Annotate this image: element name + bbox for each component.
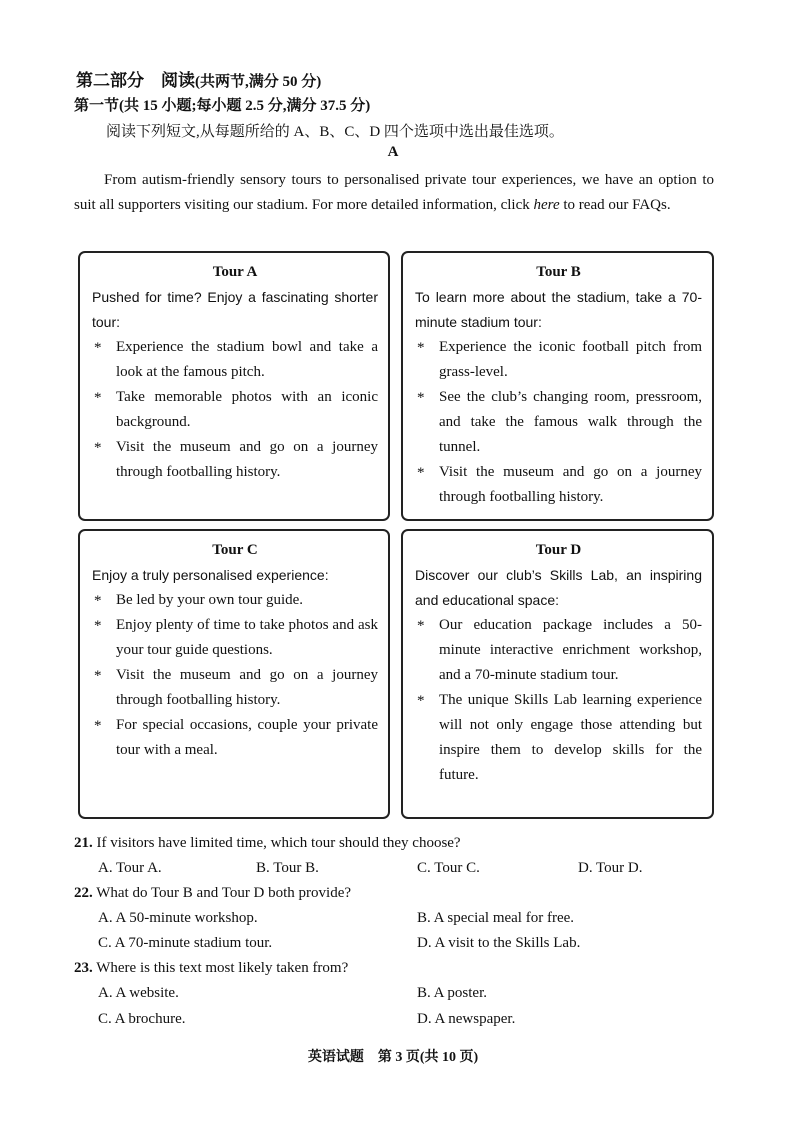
tour-feature: * Visit the museum and go on a journey through footballing history.	[92, 435, 378, 485]
option-23-c[interactable]: C. A brochure.	[98, 1011, 186, 1027]
tour-name: Tour D	[535, 542, 582, 558]
option-23-b[interactable]: B. A poster.	[417, 985, 488, 1001]
tour-feature: * For special occasions, couple your private tour with a meal.	[92, 713, 378, 763]
tour-feature: * Our education package includes a 50-minute interactive enrichment workshop, and a 70-minute stadium tour.	[415, 613, 702, 688]
faq-link[interactable]: here	[533, 196, 560, 213]
tour-feature: * Enjoy plenty of time to take photos and ask your tour guide questions.	[92, 613, 378, 663]
tour-lead: Discover our club’s Skills Lab, an inspiring and educational space:	[415, 567, 702, 608]
page-footer: 英语试题 第 3 页(共 10 页)	[307, 1050, 479, 1065]
option-22-b[interactable]: B. A special meal for free.	[417, 910, 575, 926]
tour-a-box	[78, 251, 390, 521]
part-title: 第一节(共 15 小题;每小题 2.5 分,满分 37.5 分)	[74, 98, 371, 114]
tour-feature: * The unique Skills Lab learning experience will not only engage those attending but inspire them to develop skills for the future.	[415, 688, 702, 788]
tour-feature: * Experience the stadium bowl and take a look at the famous pitch.	[92, 335, 378, 385]
question-number: 23.	[74, 960, 93, 976]
section-title	[76, 66, 321, 91]
option-22-d[interactable]: D. A visit to the Skills Lab.	[417, 935, 581, 951]
tour-feature-list	[92, 588, 378, 763]
section-title-main: 第二部分 阅读	[76, 71, 195, 90]
tour-lead: Enjoy a truly personalised experience:	[92, 567, 329, 583]
tour-name: Tour C	[212, 542, 258, 558]
tour-feature: * Take memorable photos with an iconic background.	[92, 385, 378, 435]
tour-feature-list	[415, 335, 702, 510]
option-21-d[interactable]: D. Tour D.	[578, 860, 643, 876]
option-23-a[interactable]: A. A website.	[98, 985, 179, 1001]
tour-feature: * Visit the museum and go on a journey through footballing history.	[415, 460, 702, 510]
question-number: 22.	[74, 885, 93, 901]
question-23	[74, 960, 348, 977]
tour-feature-list	[92, 335, 378, 485]
instruction: 阅读下列短文,从每题所给的 A、B、C、D 四个选项中选出最佳选项。	[106, 124, 564, 140]
option-21-c[interactable]: C. Tour C.	[417, 860, 480, 876]
passage-letter: A	[387, 144, 399, 160]
tour-d-box	[401, 529, 714, 819]
tour-name: Tour A	[212, 264, 258, 280]
tour-name: Tour B	[536, 264, 581, 280]
question-text: If visitors have limited time, which tour should they choose?	[96, 835, 461, 851]
question-21	[74, 835, 461, 852]
tour-lead: Pushed for time? Enjoy a fascinating shorter tour:	[92, 289, 378, 330]
tour-feature: * Be led by your own tour guide.	[92, 588, 378, 613]
tour-feature-list	[415, 613, 702, 788]
option-21-b[interactable]: B. Tour B.	[256, 860, 319, 876]
option-22-a[interactable]: A. A 50-minute workshop.	[98, 910, 258, 926]
tour-lead: To learn more about the stadium, take a 70-minute stadium tour:	[415, 289, 702, 330]
tour-feature: * See the club’s changing room, pressroom, and take the famous walk through the tunnel.	[415, 385, 702, 460]
question-number: 21.	[74, 835, 93, 851]
tour-c-box	[78, 529, 390, 819]
option-22-c[interactable]: C. A 70-minute stadium tour.	[98, 935, 273, 951]
option-21-a[interactable]: A. Tour A.	[98, 860, 162, 876]
question-22	[74, 885, 351, 902]
question-text: What do Tour B and Tour D both provide?	[96, 885, 352, 901]
question-text: Where is this text most likely taken from?	[96, 960, 349, 976]
option-23-d[interactable]: D. A newspaper.	[417, 1011, 516, 1027]
tour-b-box	[401, 251, 714, 521]
tour-feature: * Experience the iconic football pitch from grass-level.	[415, 335, 702, 385]
section-title-sub: (共两节,满分 50 分)	[195, 74, 322, 90]
passage-intro	[74, 168, 714, 217]
intro-text-after: to read our FAQs.	[559, 196, 671, 213]
tour-feature: * Visit the museum and go on a journey through footballing history.	[92, 663, 378, 713]
intro-text-before: From autism-friendly sensory tours to personalised private tour experiences, we have an option to suit all supporters visiting our stadium. For more detailed information, click	[74, 172, 714, 213]
